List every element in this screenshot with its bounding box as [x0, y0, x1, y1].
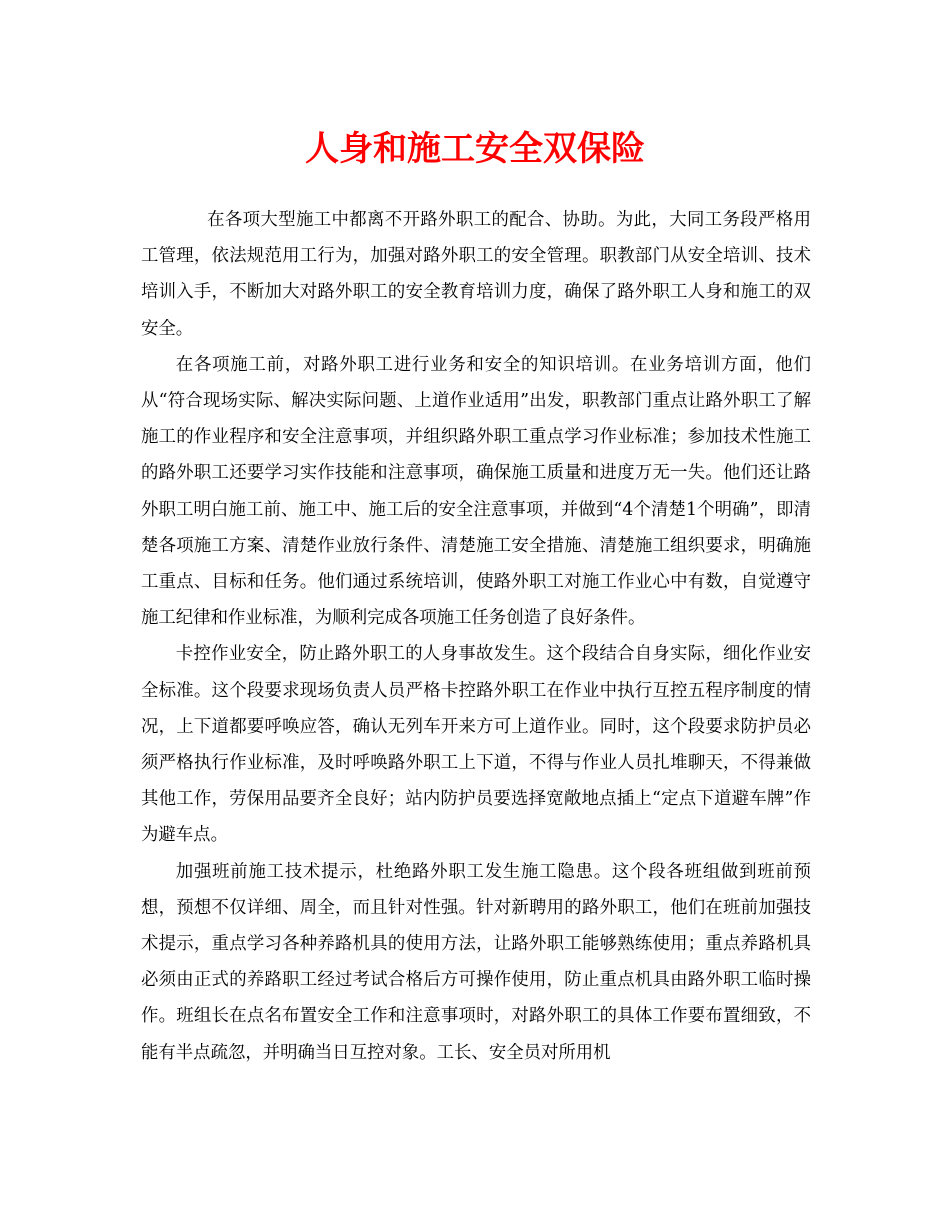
- paragraph: 在各项施工前，对路外职工进行业务和安全的知识培训。在业务培训方面，他们从“符合现场实际、解决实际问题、上道作业适用”出发，职教部门重点让路外职工了解施工的作业程序和安全注意事项，并组织路外职工重点学习作业标准；参加技术性施工的路外职工还要学习实作技能和注意事项，确保施工质量和进度万无一失。他们还让路外职工明白施工前、施工中、施工后的安全注意事项，并做到“4个清楚1个明确”，即清楚各项施工方案、清楚作业放行条件、清楚施工安全措施、清楚施工组织要求，明确施工重点、目标和任务。他们通过系统培训，使路外职工对施工作业心中有数，自觉遵守施工纪律和作业标准，为顺利完成各项施工任务创造了良好条件。: [141, 354, 811, 629]
- paragraph: 卡控作业安全，防止路外职工的人身事故发生。这个段结合自身实际，细化作业安全标准。这个段要求现场负责人员严格卡控路外职工在作业中执行互控五程序制度的情况，上下道都要呼唤应答，确认无列车开来方可上道作业。同时，这个段要求防护员必须严格执行作业标准，及时呼唤路外职工上下道，不得与作业人员扎堆聊天，不得兼做其他工作，劳保用品要齐全良好；站内防护员要选择宽敞地点插上“定点下道避车牌”作为避车点。: [141, 644, 811, 846]
- document-body: [141, 202, 811, 1071]
- paragraph: 在各项大型施工中都离不开路外职工的配合、协助。为此，大同工务段严格用工管理，依法规范用工行为，加强对路外职工的安全管理。职教部门从安全培训、技术培训入手，不断加大对路外职工的安全教育培训力度，确保了路外职工人身和施工的双安全。: [141, 210, 811, 339]
- paragraph: 加强班前施工技术提示，杜绝路外职工发生施工隐患。这个段各班组做到班前预想，预想不仅详细、周全，而且针对性强。针对新聘用的路外职工，他们在班前加强技术提示，重点学习各种养路机具的使用方法，让路外职工能够熟练使用；重点养路机具必须由正式的养路职工经过考试合格后方可操作使用，防止重点机具由路外职工临时操作。班组长在点名布置安全工作和注意事项时，对路外职工的具体工作要布置细致，不能有半点疏忽，并明确当日互控对象。工长、安全员对所用机: [141, 861, 811, 1063]
- document-title: 人身和施工安全双保险: [305, 129, 645, 169]
